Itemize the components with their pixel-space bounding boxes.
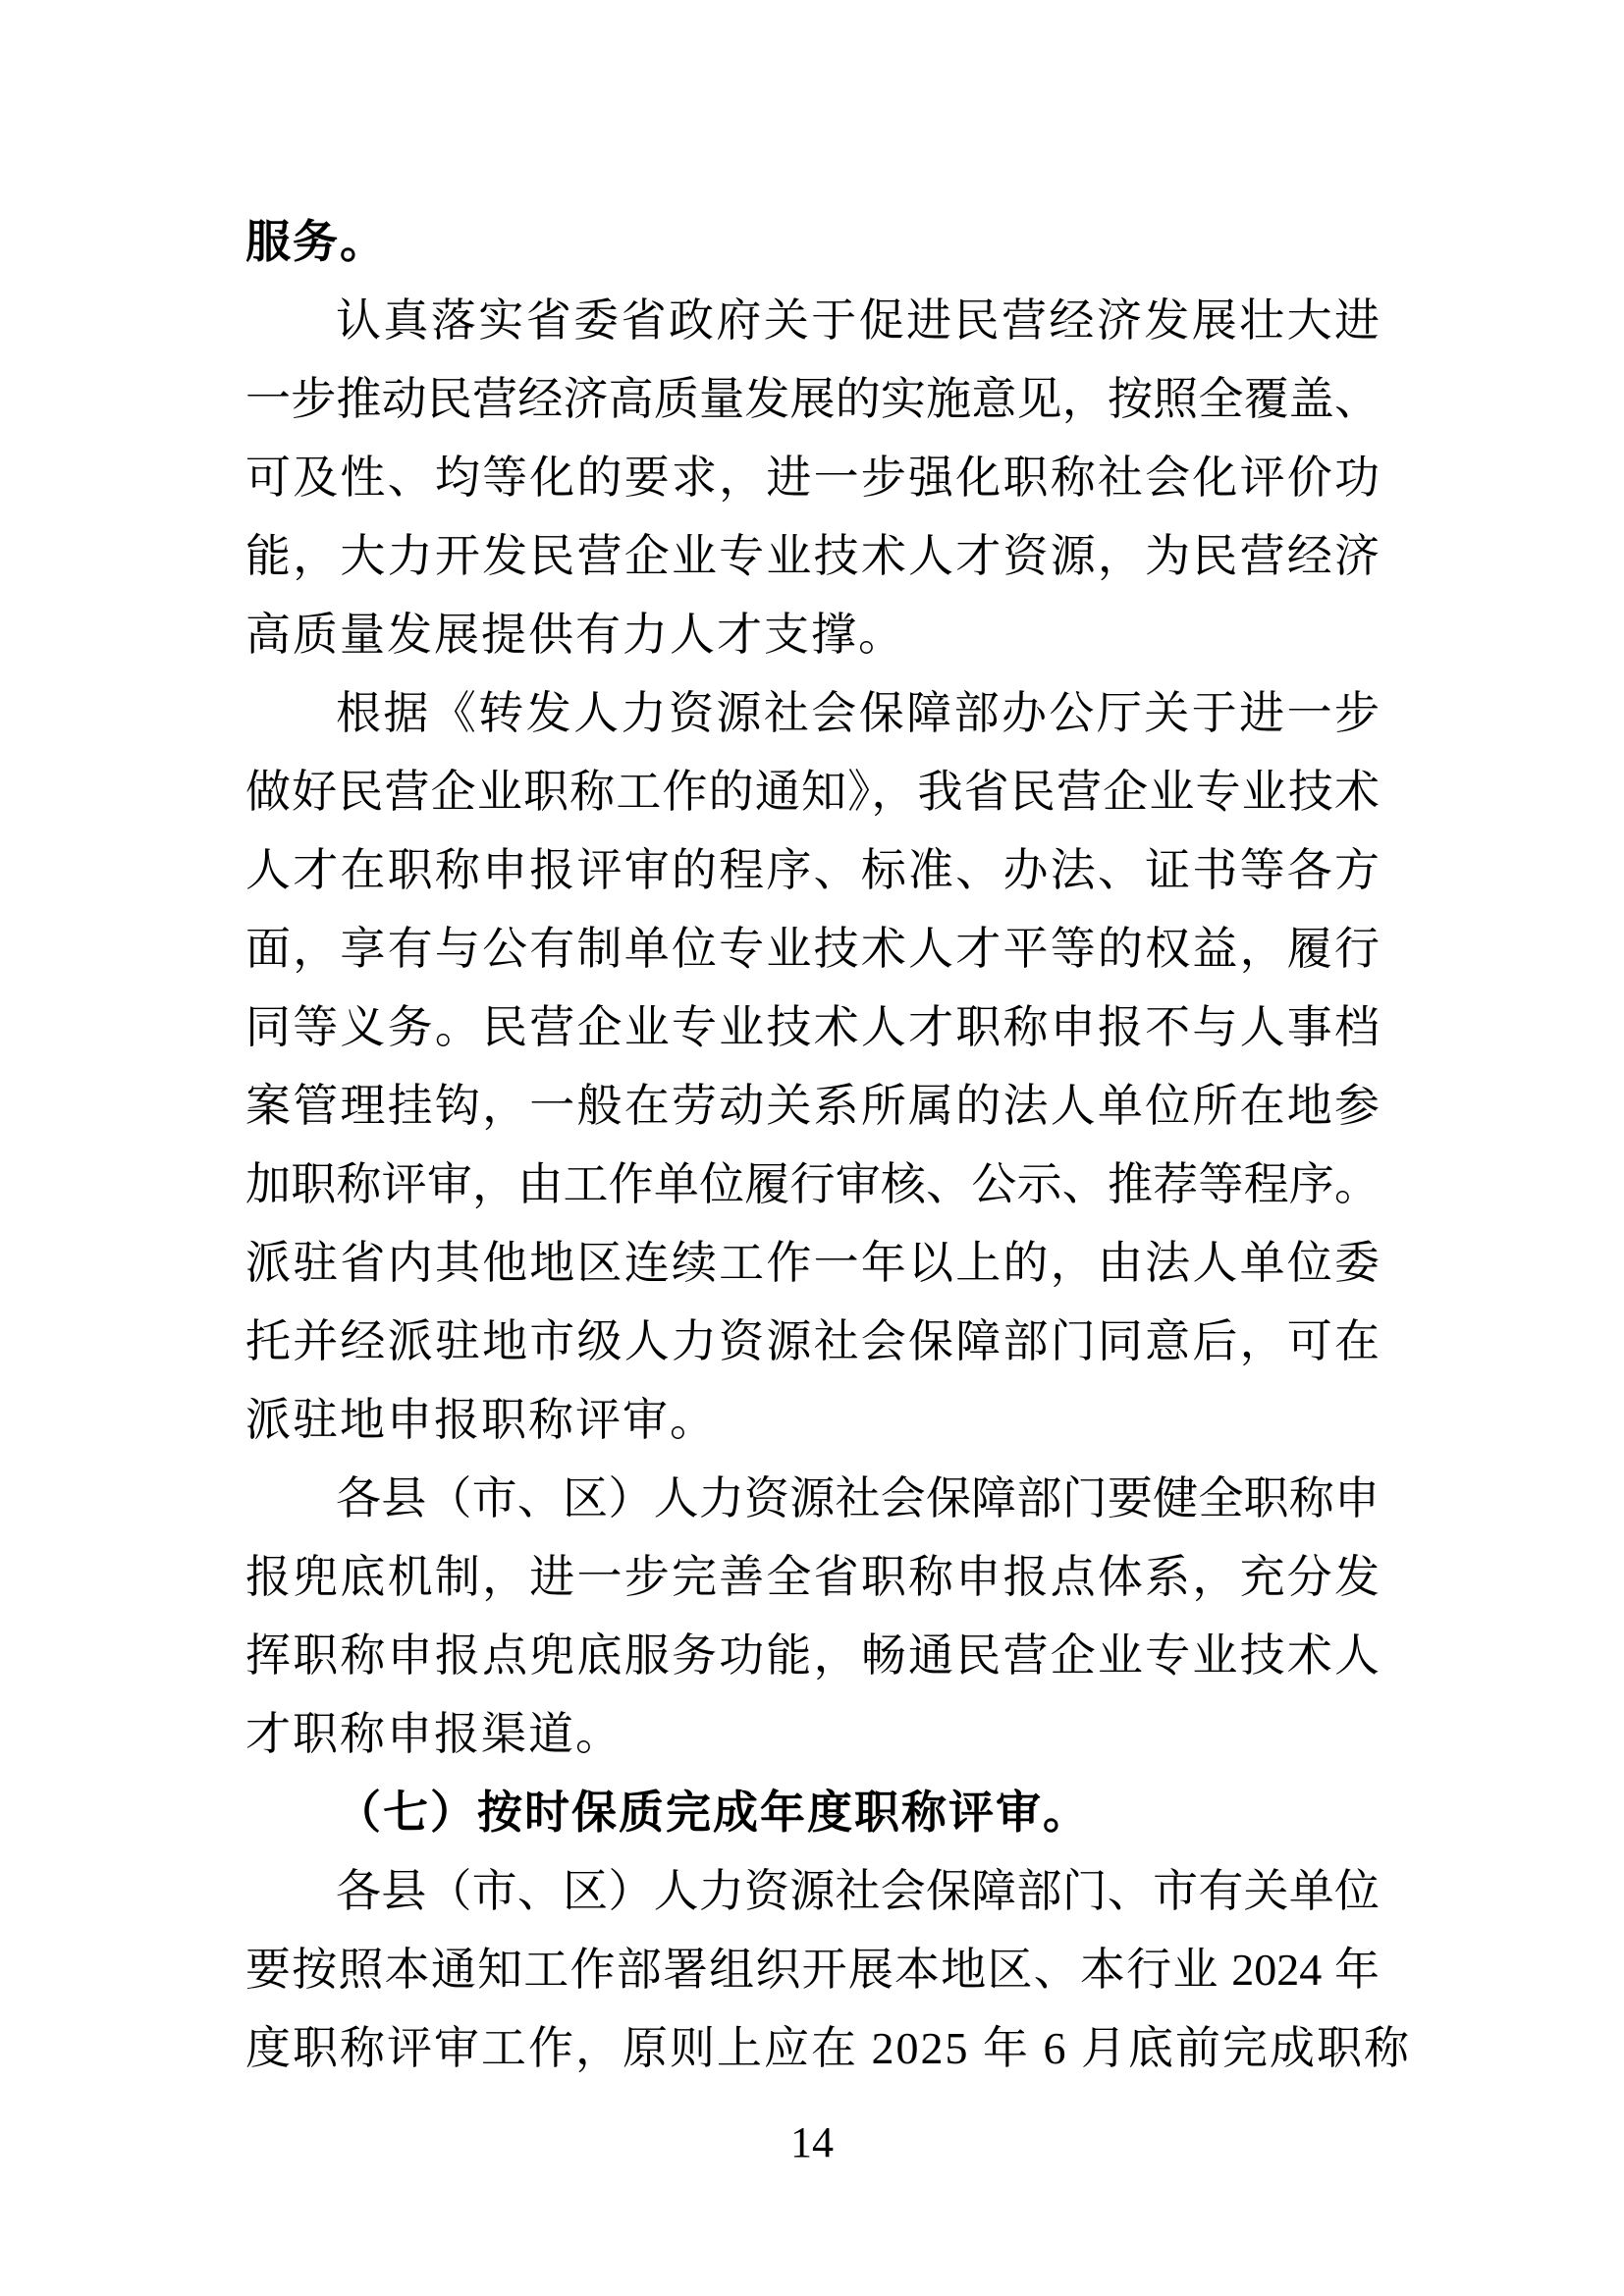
document-body	[245, 203, 1411, 2088]
text-line: 能，大力开发民营企业专业技术人才资源，为民营经济	[245, 531, 1380, 581]
text-line: 各县（市、区）人力资源社会保障部门要健全职称申	[336, 1473, 1380, 1523]
text-line: 服务。	[245, 217, 387, 267]
text-line: 各县（市、区）人力资源社会保障部门、市有关单位	[336, 1866, 1380, 1916]
text-line: 面，享有与公有制单位专业技术人才平等的权益，履行	[245, 924, 1380, 974]
text-line: 加职称评审，由工作单位履行审核、公示、推荐等程序。	[245, 1159, 1380, 1209]
text-line: 派驻地申报职称评审。	[245, 1395, 717, 1445]
text-line: 同等义务。民营企业专业技术人才职称申报不与人事档	[245, 1002, 1380, 1052]
text-line: （七）按时保质完成年度职称评审。	[336, 1788, 1090, 1838]
text-line: 派驻省内其他地区连续工作一年以上的，由法人单位委	[245, 1238, 1380, 1288]
text-line: 人才在职称申报评审的程序、标准、办法、证书等各方	[245, 845, 1380, 895]
text-line: 要按照本通知工作部署组织开展本地区、本行业 2024 年	[245, 1945, 1380, 1995]
text-line: 才职称申报渠道。	[245, 1709, 623, 1759]
text-line: 可及性、均等化的要求，进一步强化职称社会化评价功	[245, 453, 1380, 503]
text-line: 高质量发展提供有力人才支撑。	[245, 610, 905, 660]
text-line: 根据《转发人力资源社会保障部办公厅关于进一步	[336, 688, 1380, 738]
text-line: 托并经派驻地市级人力资源社会保障部门同意后，可在	[245, 1316, 1380, 1366]
text-line: 做好民营企业职称工作的通知》，我省民营企业专业技术	[245, 767, 1380, 817]
text-line: 度职称评审工作，原则上应在 2025 年 6 月底前完成职称	[245, 2023, 1411, 2073]
text-line: 认真落实省委省政府关于促进民营经济发展壮大进	[336, 295, 1380, 346]
text-line: 一步推动民营经济高质量发展的实施意见，按照全覆盖、	[245, 374, 1380, 424]
page-number: 14	[790, 2118, 834, 2166]
text-line: 案管理挂钩，一般在劳动关系所属的法人单位所在地参	[245, 1081, 1380, 1131]
text-line: 报兜底机制，进一步完善全省职称申报点体系，充分发	[245, 1552, 1380, 1602]
text-line: 挥职称申报点兜底服务功能，畅通民营企业专业技术人	[245, 1630, 1380, 1681]
